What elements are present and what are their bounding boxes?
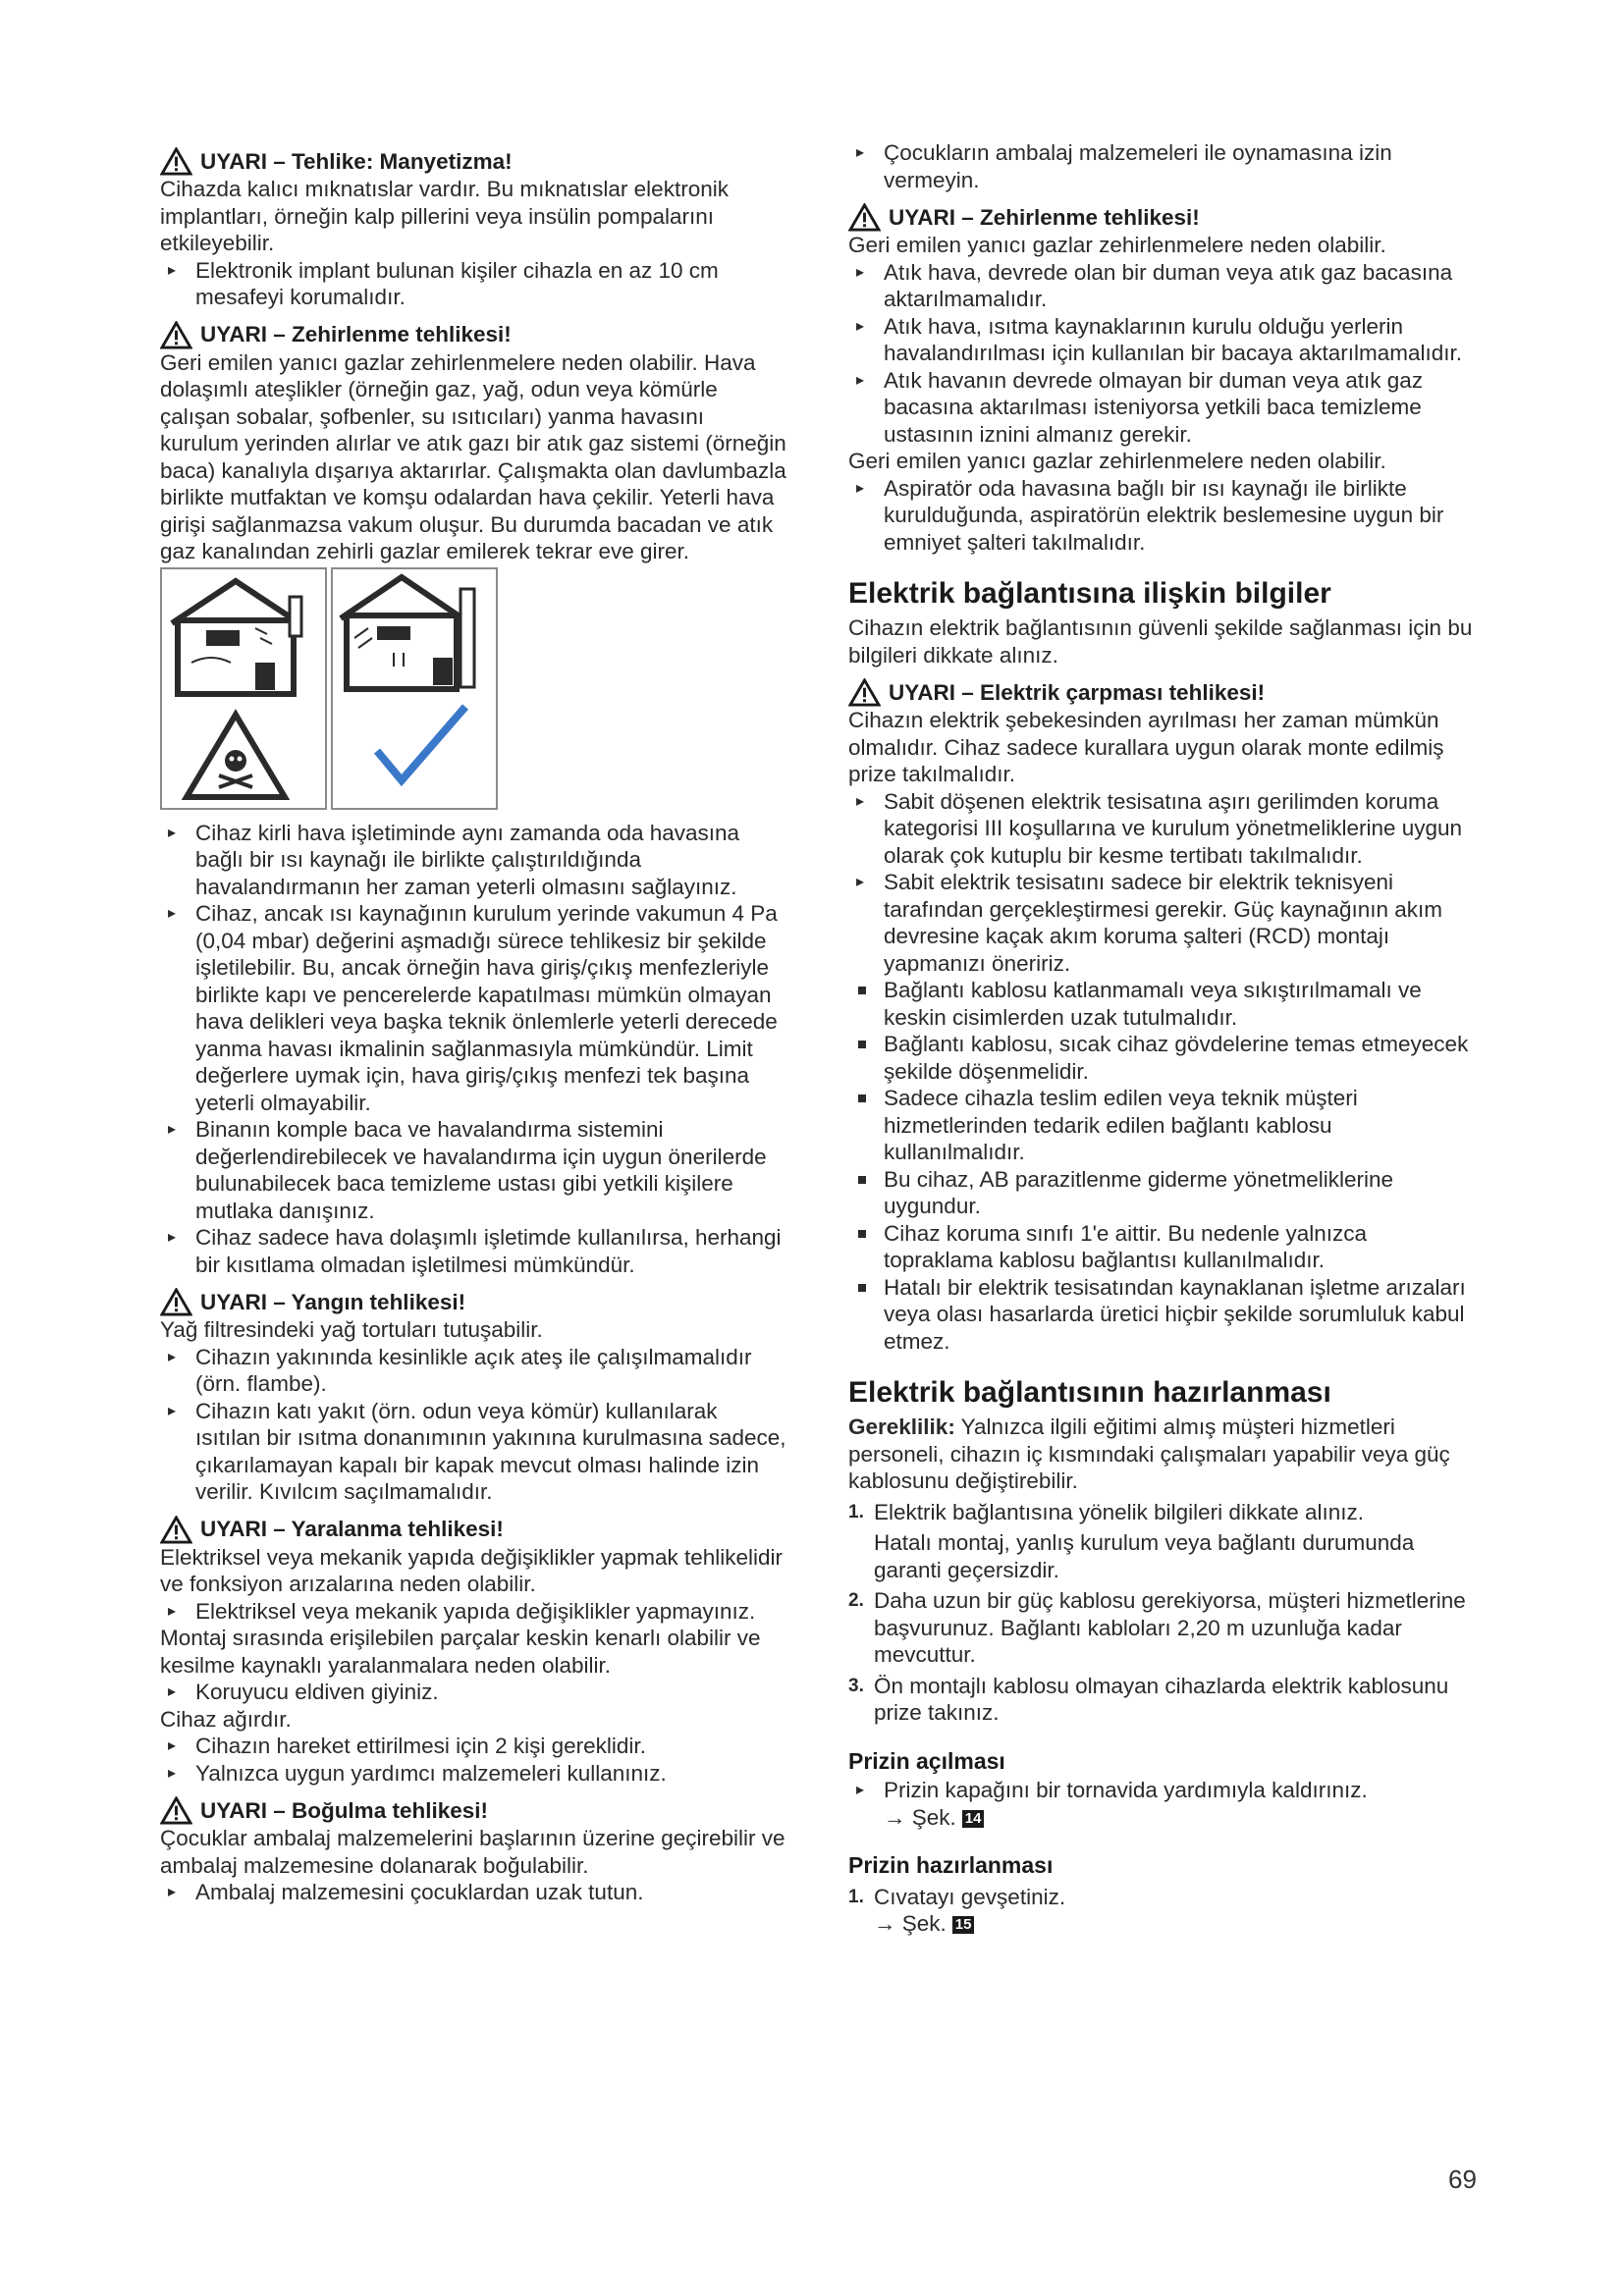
warning-poisoning-text: Geri emilen yanıcı gazlar zehirlenmelere neden olabilir. [848,233,1386,257]
warning-magnetism-title: UYARI – Tehlike: Manyetizma! [160,147,788,176]
warning-magnetism-text: Cihazda kalıcı mıknatıslar vardır. Bu mıknatıslar elektronik implantları, örneğin kalp pillerini veya insülin pompalarını etkileyebilir. [160,177,729,255]
requirement-label: Gereklilik: [848,1415,955,1439]
bullet-item: ▸ Prizin kapağını bir tornavida yardımıyla kaldırınız. [848,1777,1477,1804]
warning-injury-text-2: Montaj sırasında erişilebilen parçalar keskin kenarlı olabilir ve kesilme kaynaklı yaralanmalara neden olabilir. [160,1626,761,1678]
warning-triangle-icon [160,1796,192,1825]
warning-suffocation-text: Çocuklar ambalaj malzemelerini başlarının üzerine geçirebilir ve ambalaj malzemesine dolanarak boğulabilir. [160,1826,785,1878]
warning-poisoning-text: Geri emilen yanıcı gazlar zehirlenmelere neden olabilir. Hava dolaşımlı ateşlikler (örneğin gaz, yağ, odun veya kömürle çalışan sobalar, şofbenler, su ısıtıcıları) yanma havasını kurulum yerinden alırlar ve atık gazı bir atık gaz sistemi (örneğin baca) kanalıyla dışarıya aktarırlar. Çalışmakta olan davlumbazla birlikte mutfaktan ve komşu odalardan hava çekilir. Yeterli hava girişi sağlanmazsa vakum oluşur. Bu durumda bacadan ve atık gaz kanalından zehirli gazlar emilerek tekrar eve girer. [160,349,786,563]
house-poison-illustration [160,567,327,810]
bullet-item: ▸ Elektriksel veya mekanik yapıda değişiklikler yapmayınız. [160,1598,788,1626]
step-number: 2. [848,1590,864,1611]
square-bullet-item: Bağlantı kablosu, sıcak cihaz gövdelerine temas etmeyecek şekilde döşenmelidir. [848,1031,1477,1085]
electrical-intro: Cihazın elektrik bağlantısının güvenli şekilde sağlanması için bu bilgileri dikkate alınız. [848,615,1473,667]
bullet-item: ▸ Atık hava, ısıtma kaynaklarının kurulu olduğu yerlerin havalandırılması için kullanılan bir bacaya aktarılmamalıdır. [848,313,1477,367]
figure-number-badge: 14 [962,1810,985,1828]
bullet-item: ▸ Ambalaj malzemesini çocuklardan uzak tutun. [160,1879,788,1906]
figure-ref-text: → Şek. [874,1911,947,1936]
warning-suffocation-title: UYARI – Boğulma tehlikesi! [160,1796,788,1825]
bullet-item: ▸ Sabit elektrik tesisatını sadece bir elektrik teknisyeni tarafından gerçekleştirmesi gerekir. Güç kaynağının akım devresine kaçak akım koruma şalteri (RCD) montajı yapmanızı öneririz. [848,869,1477,977]
numbered-step [848,1673,1477,1727]
bullet-item: ▸ Cihaz kirli hava işletiminde aynı zamanda oda havasına bağlı bir ısı kaynağı ile birlikte çalıştırıldığında havalandırmanın her zaman yeterli olmasını sağlayınız. [160,820,788,901]
right-column [848,139,1477,1938]
step-number: 1. [848,1886,864,1907]
requirement-text: Yalnızca ilgili eğitimi almış müşteri hizmetleri personeli, cihazın iç kısmındaki çalışmaları yapabilir veya güç kablosunu değiştirebilir. [848,1415,1450,1493]
section-heading-electrical-prep: Elektrik bağlantısının hazırlanması [848,1376,1331,1409]
warning-poisoning-title: UYARI – Zehirlenme tehlikesi! [848,203,1477,232]
bullet-item: ▸ Elektronik implant bulunan kişiler cihazla en az 10 cm mesafeyi korumalıdır. [160,257,788,311]
step-text: Elektrik bağlantısına yönelik bilgileri dikkate alınız. [874,1499,1364,1524]
warning-poisoning-title: UYARI – Zehirlenme tehlikesi! [160,321,788,349]
figure-number-badge: 15 [952,1916,975,1934]
step-text: Daha uzun bir güç kablosu gerekiyorsa, müşteri hizmetlerine başvurunuz. Bağlantı kabloları 2,20 m uzunluğa kadar mevcuttur. [874,1588,1466,1667]
left-column [160,147,788,1906]
bullet-item: ▸ Cihaz sadece hava dolaşımlı işletimde kullanılırsa, herhangi bir kısıtlama olmadan işletilmesi mümkündür. [160,1224,788,1278]
warning-injury-text: Elektriksel veya mekanik yapıda değişiklikler yapmak tehlikelidir ve fonksiyon arızalarına neden olabilir. [160,1544,784,1596]
step-number: 1. [848,1501,864,1522]
square-bullet-item: Hatalı bir elektrik tesisatından kaynaklanan işletme arızaları veya olası hasarlarda üretici hiçbir şekilde sorumluluk kabul etmez. [848,1274,1477,1356]
bullet-item: ▸ Binanın komple baca ve havalandırma sistemini değerlendirebilecek ve havalandırma için uygun önerilerde bulunabilecek baca temizleme ustası gibi yetkili kişilere mutlaka danışınız. [160,1116,788,1224]
figure-reference [848,1804,1477,1832]
warning-triangle-icon [160,1516,192,1544]
warning-triangle-icon [848,203,881,232]
numbered-step [848,1587,1477,1669]
bullet-item: ▸ Koruyucu eldiven giyiniz. [160,1679,788,1706]
bullet-item: ▸ Cihazın katı yakıt (örn. odun veya kömür) kullanılarak ısıtılan bir ısıtma donanımının yakınına kurulmasına sadece, çıkarılamayan kapalı bir kapak mevcut olması halinde izin verilir. Kıvılcım saçılmamalıdır. [160,1398,788,1506]
warning-triangle-icon [160,1288,192,1316]
illustration-pair [160,567,788,810]
warning-triangle-icon [160,147,192,176]
figure-reference [848,1910,1477,1938]
requirement-paragraph [848,1414,1477,1495]
step-text: Cıvatayı gevşetiniz. [874,1884,1066,1909]
warning-electric-shock-title: UYARI – Elektrik çarpması tehlikesi! [848,678,1477,707]
square-bullet-item: Bağlantı kablosu katlanmamalı veya sıkıştırılmamalı ve keskin cisimlerden uzak tutulmalıdır. [848,977,1477,1031]
house-ok-illustration [331,567,498,810]
square-bullet-item: Sadece cihazla teslim edilen veya teknik müşteri hizmetlerinden tedarik edilen bağlantı kablosu kullanılmalıdır. [848,1085,1477,1166]
warning-fire-title: UYARI – Yangın tehlikesi! [160,1288,788,1316]
warning-triangle-icon [160,321,192,349]
warning-injury-title: UYARI – Yaralanma tehlikesi! [160,1516,788,1544]
bullet-item: ▸ Cihazın yakınında kesinlikle açık ateş ile çalışılmamalıdır (örn. flambe). [160,1344,788,1398]
bullet-item: ▸ Sabit döşenen elektrik tesisatına aşırı gerilimden koruma kategorisi III koşullarına ve kurulum yönetmeliklerine uygun olarak çok kutuplu bir kesme tertibatı takılmalıdır. [848,788,1477,870]
subheading-prepare-socket: Prizin hazırlanması [848,1852,1054,1878]
warning-triangle-icon [848,678,881,707]
bullet-item: ▸ Cihaz, ancak ısı kaynağının kurulum yerinde vakumun 4 Pa (0,04 mbar) değerini aşmadığı sürece tehlikesiz bir şekilde işletilebilir. Bu, ancak örneğin hava giriş/çıkış menfezleriyle birlikte kapı ve pencerelerde kapatılması mümkün olmayan hava delikleri veya başka teknik önlemlerle yeterli derecede yanma havası ikmalinin sağlanmasıyla mümkündür. Limit değerlere uymak için, hava giriş/çıkış menfezi tek başına yeterli olmayabilir. [160,900,788,1116]
step-text: Ön montajlı kablosu olmayan cihazlarda elektrik kablosunu prize takınız. [874,1673,1449,1725]
bullet-item: ▸ Atık hava, devrede olan bir duman veya atık gaz bacasına aktarılmamalıdır. [848,259,1477,313]
step-subtext: Hatalı montaj, yanlış kurulum veya bağlantı durumunda garanti geçersizdir. [874,1530,1415,1582]
warning-injury-text-3: Cihaz ağırdır. [160,1706,292,1732]
subheading-open-socket: Prizin açılması [848,1747,1005,1774]
bullet-item: ▸ Aspiratör oda havasına bağlı bir ısı kaynağı ile birlikte kurulduğunda, aspiratörün elektrik beslemesine uygun bir emniyet şalteri takılmalıdır. [848,475,1477,557]
numbered-step [848,1499,1477,1584]
warning-fire-text: Yağ filtresindeki yağ tortuları tutuşabilir. [160,1317,543,1342]
step-number: 3. [848,1675,864,1696]
section-heading-electrical-info: Elektrik bağlantısına ilişkin bilgiler [848,577,1331,610]
page-number: 69 [1448,2164,1477,2194]
warning-poisoning-text-2: Geri emilen yanıcı gazlar zehirlenmelere neden olabilir. [848,449,1386,473]
bullet-item: ▸ Çocukların ambalaj malzemeleri ile oynamasına izin vermeyin. [848,139,1477,193]
bullet-item: ▸ Atık havanın devrede olmayan bir duman veya atık gaz bacasına aktarılması isteniyorsa yetkili baca temizleme ustasının iznini almanız gerekir. [848,367,1477,449]
square-bullet-item: Cihaz koruma sınıfı 1'e aittir. Bu nedenle yalnızca topraklama kablosu bağlantısı kullanılmalıdır. [848,1220,1477,1274]
bullet-item: ▸ Cihazın hareket ettirilmesi için 2 kişi gereklidir. [160,1733,788,1760]
bullet-item: ▸ Yalnızca uygun yardımcı malzemeleri kullanınız. [160,1760,788,1788]
numbered-step [848,1884,1477,1911]
square-bullet-item: Bu cihaz, AB parazitlenme giderme yönetmeliklerine uygundur. [848,1166,1477,1220]
figure-ref-text: → Şek. [884,1804,956,1830]
warning-electric-shock-text: Cihazın elektrik şebekesinden ayrılması her zaman mümkün olmalıdır. Cihaz sadece kurallara uygun olarak monte edilmiş prize takılmalıdır. [848,708,1444,786]
